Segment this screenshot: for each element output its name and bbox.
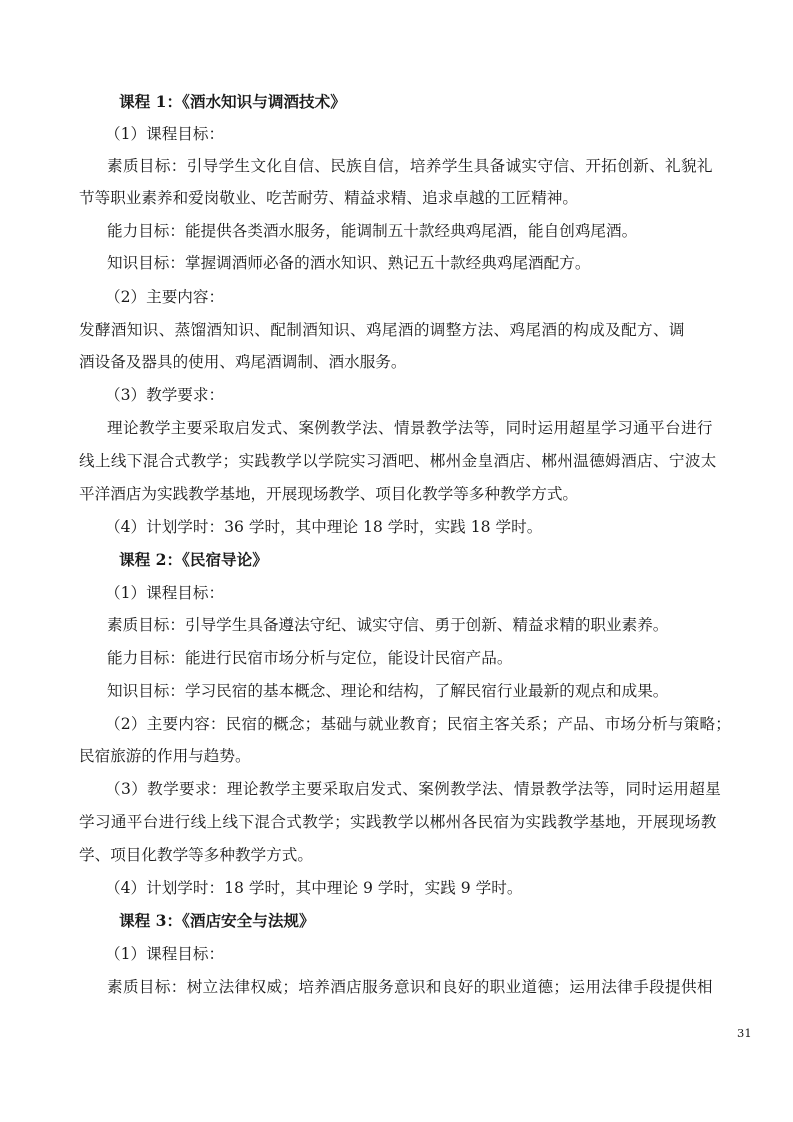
paragraph-line: 发酵酒知识、蒸馏酒知识、配制酒知识、鸡尾酒的调整方法、鸡尾酒的构成及配方、调 bbox=[79, 321, 685, 339]
paragraph-line: （3）教学要求：理论教学主要采取启发式、案例教学法、情景教学法等，同时运用超星 bbox=[105, 780, 722, 798]
section-heading: （1）课程目标： bbox=[105, 945, 225, 963]
paragraph-line: 学习通平台进行线上线下混合式教学；实践教学以郴州各民宿为实践教学基地，开展现场教 bbox=[79, 813, 717, 831]
paragraph-line: 知识目标：掌握调酒师必备的酒水知识、熟记五十款经典鸡尾酒配方。 bbox=[107, 254, 591, 272]
paragraph-line: （4）计划学时：36 学时，其中理论 18 学时，实践 18 学时。 bbox=[105, 518, 543, 536]
section-heading: （1）课程目标： bbox=[105, 125, 225, 143]
paragraph-line: 平洋酒店为实践教学基地，开展现场教学、项目化教学等多种教学方式。 bbox=[79, 485, 579, 503]
section-heading: （3）教学要求： bbox=[105, 386, 225, 404]
course-title: 课程 2：《民宿导论》 bbox=[119, 550, 268, 569]
paragraph-line: 学、项目化教学等多种教学方式。 bbox=[79, 846, 313, 864]
paragraph-line: 素质目标：树立法律权威；培养酒店服务意识和良好的职业道德；运用法律手段提供相 bbox=[107, 978, 713, 996]
paragraph-line: 素质目标：引导学生具备遵法守纪、诚实守信、勇于创新、精益求精的职业素养。 bbox=[107, 616, 669, 634]
paragraph-line: 线上线下混合式教学；实践教学以学院实习酒吧、郴州金皇酒店、郴州温德姆酒店、宁波太 bbox=[79, 452, 717, 470]
paragraph-line: 能力目标：能进行民宿市场分析与定位，能设计民宿产品。 bbox=[107, 649, 513, 667]
course-title: 课程 1：《酒水知识与调酒技术》 bbox=[119, 92, 346, 111]
paragraph-line: 知识目标：学习民宿的基本概念、理论和结构，了解民宿行业最新的观点和成果。 bbox=[107, 682, 669, 700]
page-number: 31 bbox=[737, 1026, 752, 1040]
section-heading: （2）主要内容： bbox=[105, 288, 225, 306]
paragraph-line: 民宿旅游的作用与趋势。 bbox=[79, 747, 251, 765]
paragraph-line: 节等职业素养和爱岗敬业、吃苦耐劳、精益求精、追求卓越的工匠精神。 bbox=[79, 189, 579, 207]
paragraph-line: （2）主要内容：民宿的概念；基础与就业教育；民宿主客关系；产品、市场分析与策略； bbox=[105, 715, 732, 733]
paragraph-line: 理论教学主要采取启发式、案例教学法、情景教学法等，同时运用超星学习通平台进行 bbox=[107, 419, 713, 437]
paragraph-line: 素质目标：引导学生文化自信、民族自信，培养学生具备诚实守信、开拓创新、礼貌礼 bbox=[107, 157, 713, 175]
paragraph-line: 酒设备及器具的使用、鸡尾酒调制、酒水服务。 bbox=[79, 353, 407, 371]
course-title: 课程 3：《酒店安全与法规》 bbox=[119, 911, 315, 930]
paragraph-line: （4）计划学时：18 学时，其中理论 9 学时，实践 9 学时。 bbox=[105, 879, 523, 897]
paragraph-line: 能力目标：能提供各类酒水服务，能调制五十款经典鸡尾酒，能自创鸡尾酒。 bbox=[107, 222, 638, 240]
section-heading: （1）课程目标： bbox=[105, 584, 225, 602]
